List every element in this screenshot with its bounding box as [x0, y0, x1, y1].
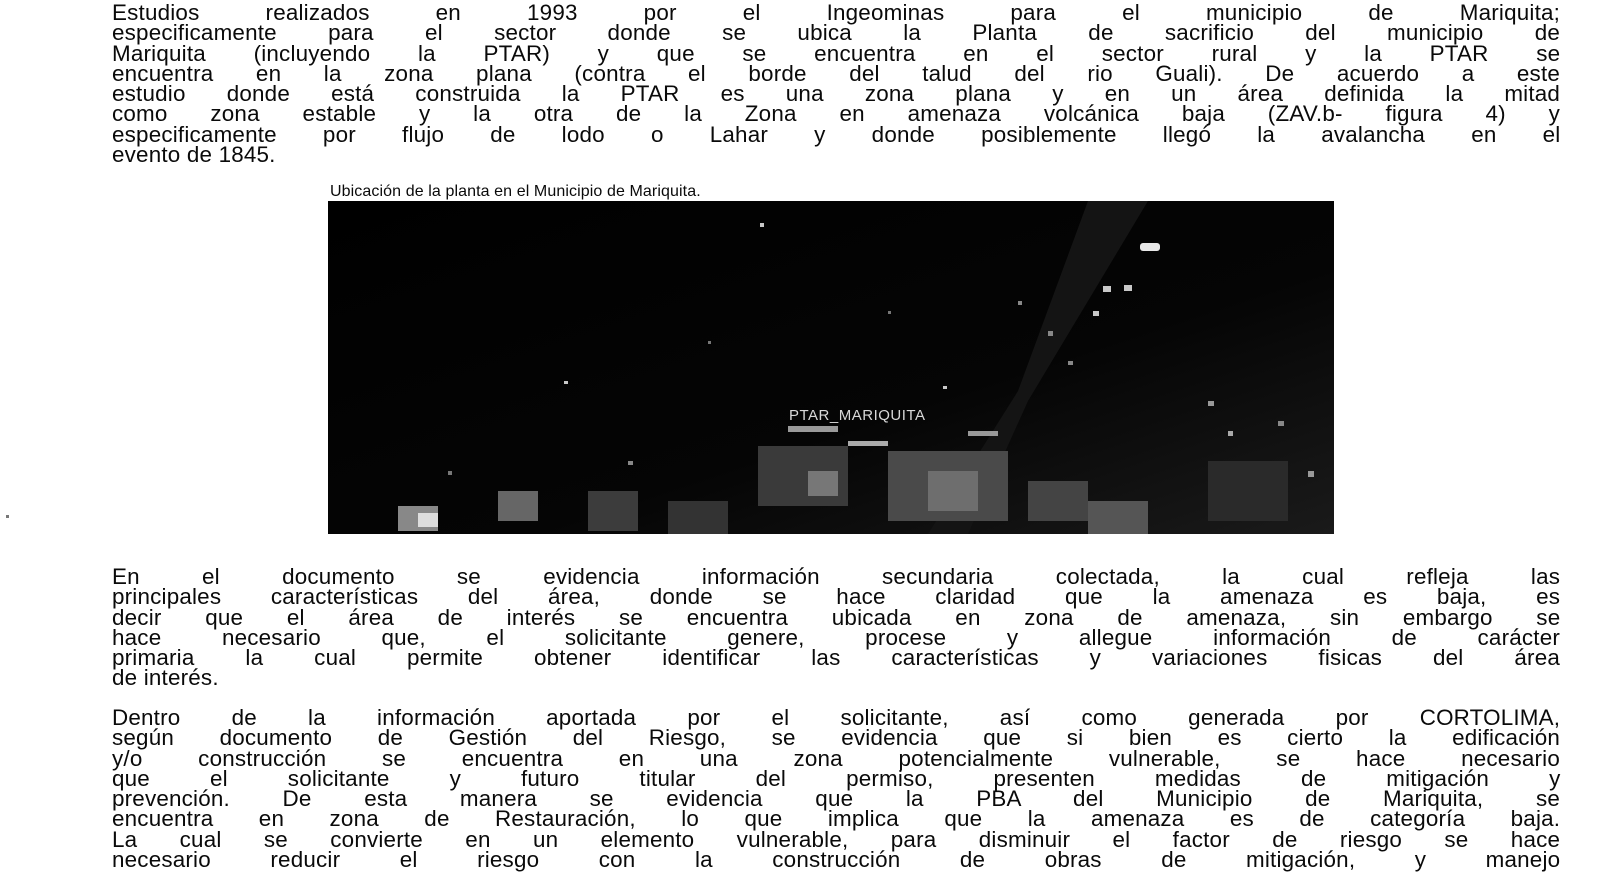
text-line: hace necesario que, el solicitante genere, procese y allegue información de carácter — [112, 624, 1560, 650]
text-line: principales características del área, donde se hace claridad que la amenaza es baja, es — [112, 584, 1561, 610]
text-line: de interés. — [112, 665, 219, 691]
text-line: necesario reducir el riesgo con la construcción de obras de mitigación, y manejo — [112, 847, 1561, 873]
text-line: especificamente para el sector donde se ubica la Planta de sacrificio del municipio de — [112, 20, 1560, 46]
text-line: Estudios realizados en 1993 por el Ingeominas para el municipio de Mariquita; — [112, 0, 1561, 25]
aerial-photo — [328, 201, 1334, 534]
text-line: decir que el área de interés se encuentra ubicada en zona de amenaza, sin embargo se — [112, 604, 1561, 630]
text-line: primaria la cual permite obtener identificar las características y variaciones fisicas del área — [112, 645, 1560, 671]
text-line: La cual se convierte en un elemento vulnerable, para disminuir el factor de riesgo se hace — [112, 826, 1561, 852]
text-line: según documento de Gestión del Riesgo, se evidencia que si bien es cierto la edificación — [112, 725, 1561, 751]
text-line: Mariquita (incluyendo la PTAR) y que se encuentra en el sector rural y la PTAR se — [112, 40, 1561, 66]
aerial-photo-texture — [328, 201, 1334, 534]
text-line: encuentra en zona de Restauración, lo que implica que la amenaza es de categoría baja. — [112, 806, 1561, 832]
text-line: Dentro de la información aportada por el solicitante, así como generada por CORTOLIMA, — [112, 705, 1561, 730]
text-line: que el solicitante y futuro titular del permiso, presenten medidas de mitigación y — [112, 765, 1561, 791]
figure-caption: Ubicación de la planta en el Municipio de Mariquita. — [330, 183, 701, 200]
paragraph-secondary-information — [112, 564, 1561, 691]
ptar-location-label: PTAR_MARIQUITA — [789, 407, 926, 424]
text-line: y/o construcción se encuentra en una zona potencialmente vulnerable, se hace necesario — [112, 745, 1560, 771]
text-line: como zona estable y la otra de la Zona en amenaza volcánica baja (ZAV.b- figura 4) y — [112, 101, 1560, 127]
text-line: estudio donde está construida la PTAR es una zona plana y en un área definida la mitad — [112, 81, 1561, 107]
text-line: especificamente por flujo de lodo o Lahar y donde posiblemente llegó la avalancha en el — [112, 121, 1561, 147]
paragraph-ingeominas-study — [112, 0, 1561, 168]
text-line: encuentra en la zona plana (contra el borde del talud del rio Guali). De acuerdo a este — [112, 60, 1561, 86]
text-line: prevención. De esta manera se evidencia que la PBA del Municipio de Mariquita, se — [112, 786, 1560, 812]
paragraph-risk-management — [112, 705, 1561, 873]
text-line: evento de 1845. — [112, 142, 276, 168]
text-line: En el documento se evidencia información secundaria colectada, la cual refleja las — [112, 564, 1561, 589]
scan-speck — [6, 515, 9, 518]
